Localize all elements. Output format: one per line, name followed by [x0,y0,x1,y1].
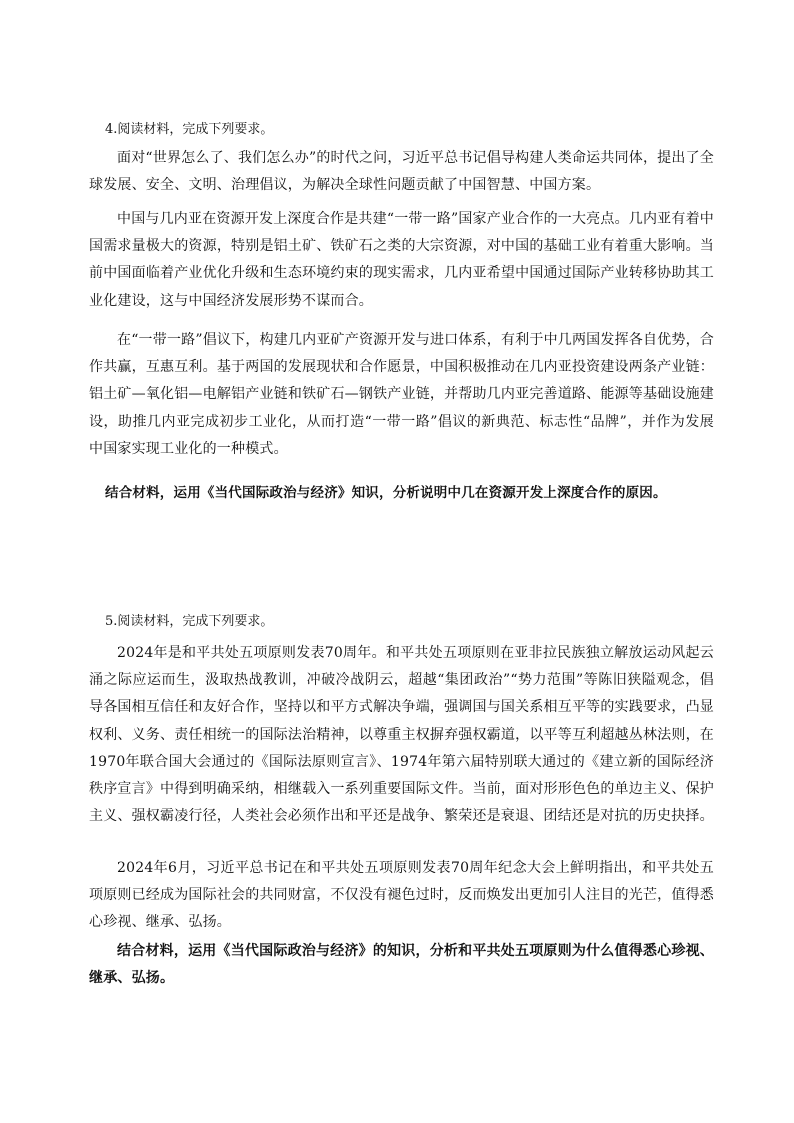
question-4-requirement: 结合材料，运用《当代国际政治与经济》知识，分析说明中几在资源开发上深度合作的原因。 [105,485,667,501]
question-5-requirement: 结合材料，运用《当代国际政治与经济》的知识，分析和平共处五项原则为什么值得悉心珍视、继承、弘扬。 [89,943,714,987]
question-4-paragraph-2: 中国与几内亚在资源开发上深度合作是共建“一带一路”国家产业合作的一大亮点。几内亚有着中国需求量极大的资源，特别是铝土矿、铁矿石之类的大宗资源，对中国的基础工业有着重大影响。当前中国面临着产业优化升级和生态环境约束的现实需求，几内亚希望中国通过国际产业转移协助其工业化建设，这与中国经济发展形势不谋而合。 [89,211,714,309]
question-4-paragraph-1: 面对“世界怎么了、我们怎么办”的时代之问，习近平总书记倡导构建人类命运共同体，提出了全球发展、安全、文明、治理倡议，为解决全球性问题贡献了中国智慧、中国方案。 [89,150,714,194]
question-4-paragraph-3: 在“一带一路”倡议下，构建几内亚矿产资源开发与进口体系，有利于中几两国发挥各自优势，合作共赢，互惠互利。基于两国的发展现状和合作愿景，中国积极推动在几内亚投资建设两条产业链：铝土矿—氧化铝—电解铝产业链和铁矿石—钢铁产业链，并帮助几内亚完善道路、能源等基础设施建设，助推几内亚完成初步工业化，从而打造“一带一路”倡议的新典范、标志性“品牌”，并作为发展中国家实现工业化的一种模式。 [89,332,714,457]
question-5-title: 5.阅读材料，完成下列要求。 [105,614,274,629]
question-5-paragraph-1: 2024年是和平共处五项原则发表70周年。和平共处五项原则在亚非拉民族独立解放运动风起云涌之际应运而生，汲取热战教训，冲破冷战阴云，超越“集团政治”“势力范围”等陈旧狭隘观念，倡导各国相互信任和友好合作，坚持以和平方式解决争端，强调国与国关系相互平等的实践要求，凸显权利、义务、责任相统一的国际法治精神，以尊重主权摒弃强权霸道，以平等互利超越丛林法则，在1970年联合国大会通过的《国际法原则宣言》、1974年第六届特别联大通过的《建立新的国际经济秩序宣言》中得到明确采纳，相继载入一系列重要国际文件。当前，面对形形色色的单边主义、保护主义、强权霸凌行径，人类社会必须作出和平还是战争、繁荣还是衰退、团结还是对抗的历史抉择。 [89,645,714,825]
question-4-title: 4.阅读材料，完成下列要求。 [105,122,274,137]
question-5-paragraph-2: 2024年6月，习近平总书记在和平共处五项原则发表70周年纪念大会上鲜明指出，和平共处五项原则已经成为国际社会的共同财富，不仅没有褪色过时，反而焕发出更加引人注目的光芒，值得悉心珍视、继承、弘扬。 [89,860,714,931]
